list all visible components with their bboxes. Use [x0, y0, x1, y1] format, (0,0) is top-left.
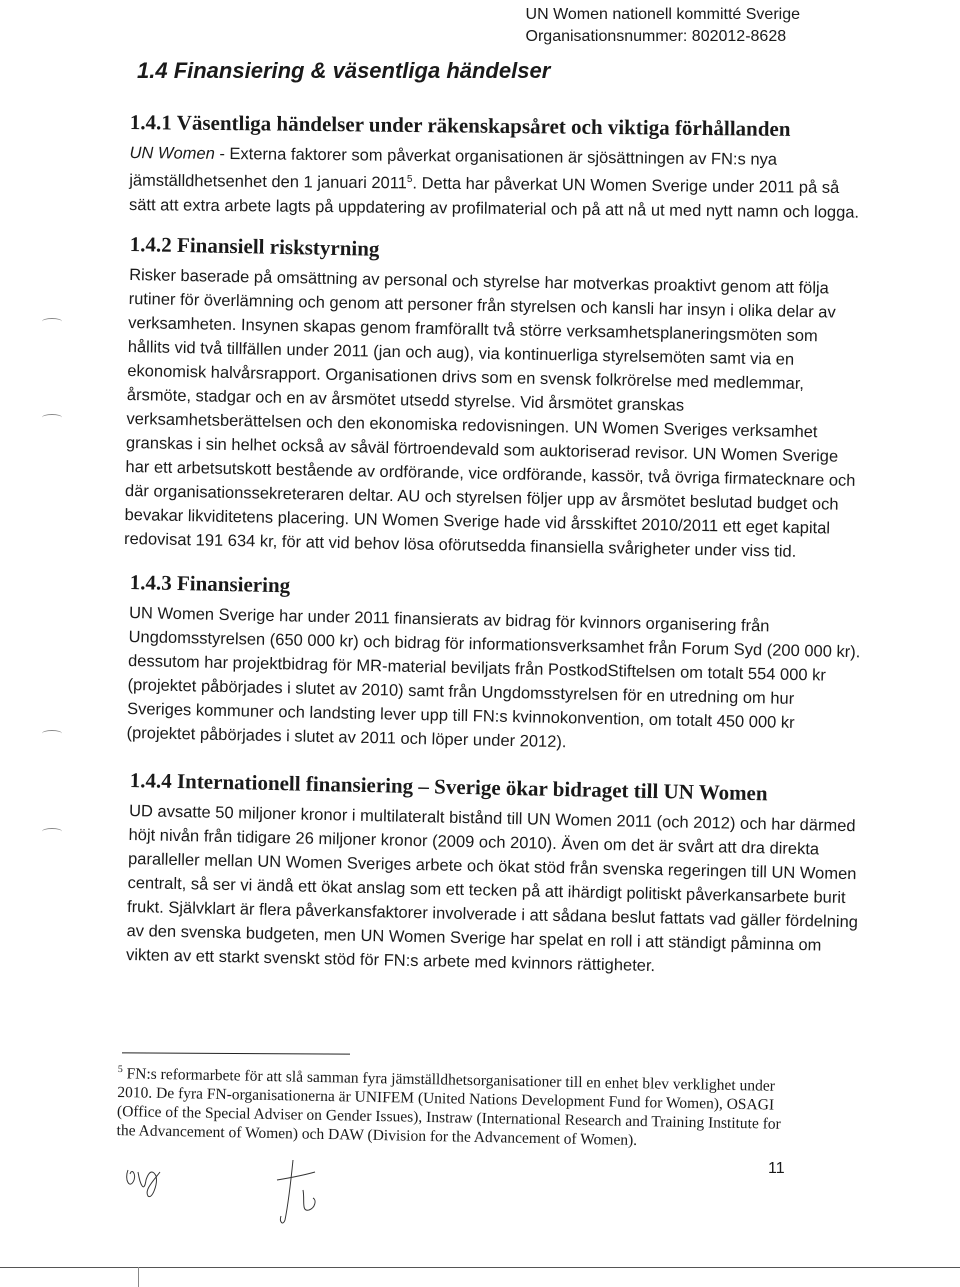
- bottom-border: [0, 1267, 960, 1268]
- lead-text: UN Women: [129, 143, 215, 163]
- handwritten-initials-2: [265, 1150, 325, 1230]
- footnote-mark: 5: [117, 1063, 123, 1076]
- paragraph-1-4-1: [129, 141, 865, 224]
- margin-mark: [42, 318, 62, 325]
- section-1-4-4: [126, 768, 865, 982]
- section-1-4-3: [126, 570, 865, 760]
- paragraph-1-4-3: UN Women Sverige har under 2011 finansierats av bidrag för kvinnors organisering från Ungdomsstyrelsen (650 000 kr) och bidrag för informationsverksamhet från Forum Syd (200 000 kr). dessutom har projektbidrag för MR-material beviljats från PostkodStiftelsen om totalt 554 000 kr (projektet påbörjades i slutet av 2010) samt från Ungdomsstyrelsen för en utredning om hur Sveriges kommuner och landsting lever upp till FN:s kvinnokonvention, om totalt 450 000 kr (projektet påbörjades i slutet av 2011 och löper under 2012).: [126, 603, 861, 752]
- header-org-number: Organisationsnummer: 802012-8628: [525, 28, 787, 45]
- paragraph-text-b: . Detta har påverkat UN Women Sverige under 2011 på så sätt att extra arbete lagts på uppdatering av profilmaterial och på att nå ut med nytt namn och logga.: [128, 174, 860, 222]
- paragraph-1-4-4: UD avsatte 50 miljoner kronor i multilateralt bistånd till UN Women 2011 (och 2012) och har därmed höjt nivån från tidigare 26 miljoner kronor (2009 och 2010). Även om det är svårt att dra direkta paralleller mellan UN Women Sveriges arbete och ökat stöd från svenska regeringen till UN Women centralt, så ser vi ändå ett ökat anslag som ett tecken på att ihärdigt politiskt påverkansarbete burit frukt. Självklart är flera påverkansfaktorer involverade i att sådana beslut fattats vad gäller fördelning av den svenska budgeten, men UN Women Sverige har spelat en roll i att ständigt påminna om vikten av ett starkt svenskt stöd för FN:s arbete med kvinnors rättigheter.: [125, 801, 859, 976]
- section-title: 1.4 Finansiering & väsentliga händelser: [137, 58, 551, 83]
- footnote-ref: 5: [406, 173, 413, 185]
- paragraph-text-a: - Externa faktorer som påverkat organisationen är sjösättningen av FN:s nya jämställdhetsenhet den 1 januari 2011: [129, 144, 778, 193]
- footnote: [116, 1060, 787, 1153]
- margin-mark: [42, 730, 62, 737]
- section-1-4-2: [124, 232, 865, 565]
- page-header: [526, 4, 800, 48]
- paragraph-1-4-2: Risker baserade på omsättning av personal och styrelse har motverkas proaktivt genom att följa rutiner för överlämning och genom att personer från styrelsen och kansli har insyn i olika delar av verksamheten. Insynen skapas genom framförallt två större verksamhetsplaneringsmöten som hållits vid två tillfällen under 2011 (jan och aug), via kontinuerliga styrelsemöten samt via en ekonomisk halvårsrapport. Organisationen drivs som en svensk folkrörelse med medlemmar, årsmöte, stadgar och en av årsmötet utsedd styrelse. Vid årsmötet granskas verksamhetsberättelsen och den ekonomiska redovisningen. UN Women Sveriges verksamhet granskas i sin helhet också av såväl förtroendevald som auktoriserad revisor. UN Women Sverige har ett arbetsutskott bestående av ordförande, vice ordförande, kassör, två övriga firmatecknare och där organisationssekreteraren deltar. AU och styrelsen följer upp av årsmötet beslutad budget och bevakar likviditetens placering. UN Women Sverige hade vid årsskiftet 2010/2011 ett eget kapital redovisat 191 634 kr, för att vid behov lösa oförutsedda finansiella svårigheter under viss tid.: [123, 265, 856, 561]
- margin-mark: [42, 828, 62, 835]
- heading-1-4-2: 1.4.2 Finansiell riskstyrning: [129, 232, 380, 261]
- header-org-name: UN Women nationell kommitté Sverige: [525, 6, 800, 23]
- section-1-4-1: [129, 110, 865, 224]
- bottom-tick: [138, 1267, 139, 1287]
- handwritten-initials-1: [120, 1150, 180, 1210]
- heading-1-4-4: 1.4.4 Internationell finansiering – Sverige ökar bidraget till UN Women: [129, 768, 768, 806]
- margin-mark: [42, 414, 62, 421]
- page-number: 11: [768, 1160, 785, 1177]
- footnote-divider: [122, 1052, 350, 1054]
- heading-1-4-3: 1.4.3 Finansiering: [129, 570, 291, 598]
- footnote-text: FN:s reformarbete för att slå samman fyra jämställdhetsorganisationer till en enhet blev verklighet under 2010. De fyra FN-organisationerna är UNIFEM (United Nations Development Fund for Women), OSAGI (Office of the Special Adviser on Gender Issues), Instraw (International Research and Training Institute for the Advancement of Women) och DAW (Division for the Advancement of Women).: [116, 1065, 781, 1150]
- heading-1-4-1: 1.4.1 Väsentliga händelser under räkenskapsåret och viktiga förhållanden: [129, 110, 791, 141]
